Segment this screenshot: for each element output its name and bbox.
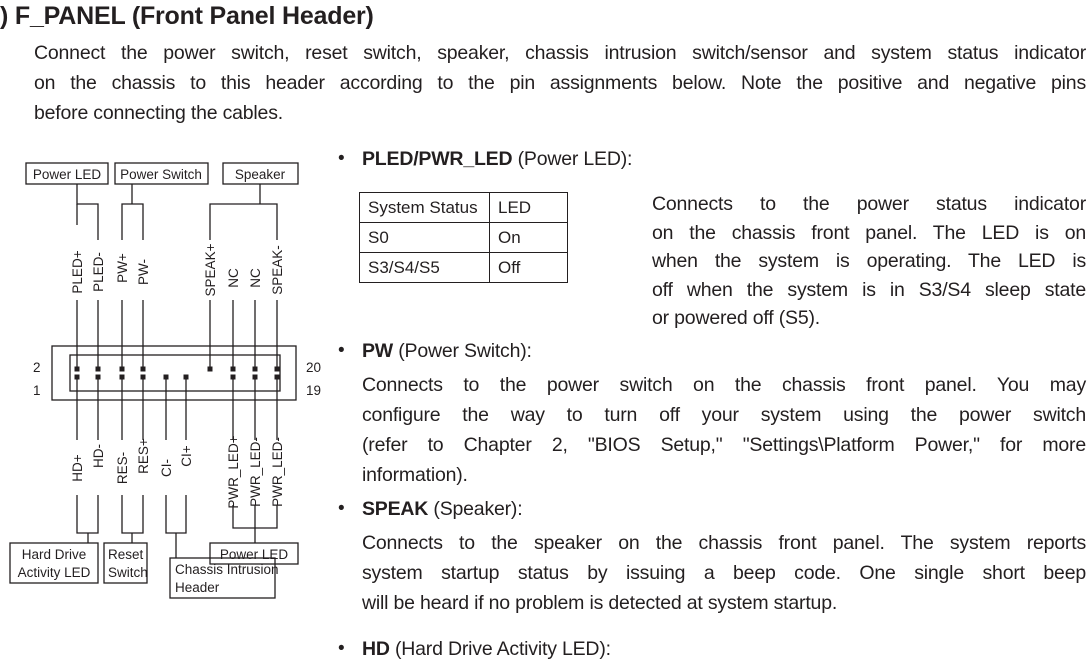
pin-label-nc-1: NC — [226, 268, 241, 288]
table-cell: Off — [490, 253, 568, 283]
pled-desc: (Power LED): — [512, 148, 633, 170]
speaker-label: Speaker — [234, 167, 286, 182]
intro-line: before connecting the cables. — [34, 102, 283, 124]
pw-desc-line: information). — [362, 464, 468, 486]
pled-desc-line: or powered off (S5). — [652, 307, 820, 329]
pled-desc-line: off when the system is in S3/S4 sleep state — [652, 278, 1086, 301]
chassis-label-line1: Chassis Intrusion — [175, 562, 279, 577]
pled-desc-line: on the chassis front panel. The LED is on — [652, 221, 1086, 244]
table-row — [360, 253, 568, 283]
pin-label-pw-minus: PW- — [136, 259, 151, 285]
speak-name: SPEAK — [362, 498, 429, 520]
hdd-label-line1: Hard Drive — [21, 547, 87, 562]
pin-label-speak-minus: SPEAK- — [270, 245, 285, 295]
hd-heading — [362, 638, 611, 661]
table-cell: S0 — [360, 223, 490, 253]
pin-number-1: 1 — [33, 383, 41, 398]
pled-heading — [362, 148, 632, 171]
pw-desc: (Power Switch): — [393, 340, 532, 362]
bullet-hd: • — [338, 638, 345, 659]
bullet-pled: • — [338, 148, 345, 169]
hdd-label-line2: Activity LED — [17, 565, 91, 580]
pin-label-pwr-led-minus-2: PWR_LED- — [270, 437, 285, 507]
pin-label-pwr-led-plus: PWR_LED+ — [226, 435, 241, 509]
speak-heading — [362, 498, 522, 521]
reset-label-line2: Switch — [108, 565, 148, 580]
speak-desc: (Speaker): — [428, 498, 523, 520]
bullet-pw: • — [338, 340, 345, 361]
pin-number-20: 20 — [306, 360, 322, 375]
table-cell: On — [490, 223, 568, 253]
pin-label-nc-2: NC — [248, 268, 263, 288]
pin-label-pled-minus: PLED- — [91, 252, 106, 292]
pin-label-res-plus: RES+ — [136, 438, 151, 474]
reset-label-line1: Reset — [108, 547, 144, 562]
front-panel-header-diagram — [0, 150, 330, 630]
pin-diagram-svg — [0, 150, 330, 630]
pin-label-res-minus: RES- — [115, 451, 130, 485]
table-header-cell: LED — [490, 193, 568, 223]
power-switch-label: Power Switch — [120, 167, 202, 182]
hd-name: HD — [362, 638, 390, 660]
pin-label-hd-plus: HD+ — [70, 454, 85, 482]
power-led-top-label: Power LED — [32, 167, 102, 182]
pin-number-19: 19 — [306, 383, 322, 398]
speak-desc-line: system startup status by issuing a beep code. One single short beep — [362, 562, 1086, 584]
table-row — [360, 223, 568, 253]
pw-desc-line: Connects to the power switch on the chassis front panel. You may — [362, 374, 1086, 396]
pw-desc-line: (refer to Chapter 2, "BIOS Setup," "Settings\Platform Power," for more — [362, 434, 1086, 456]
intro-line: on the chassis to this header according to the pin assignments below. Note the positive and negative pins — [34, 72, 1086, 94]
table-cell: S3/S4/S5 — [360, 253, 490, 283]
pin-label-speak-plus: SPEAK+ — [203, 243, 218, 297]
pin-number-2: 2 — [33, 360, 41, 375]
pled-desc-line: Connects to the power status indicator — [652, 193, 1086, 215]
pw-description — [362, 370, 1086, 490]
pin-label-pled-plus: PLED+ — [70, 250, 85, 294]
intro-paragraph — [34, 38, 1086, 128]
speak-description — [362, 528, 1086, 618]
intro-line: Connect the power switch, reset switch, speaker, chassis intrusion switch/sensor and system status indicator — [34, 42, 1086, 64]
pw-name: PW — [362, 340, 394, 362]
pw-desc-line: configure the way to turn off your system using the power switch — [362, 404, 1086, 426]
speak-desc-line: Connects to the speaker on the chassis front panel. The system reports — [362, 532, 1086, 554]
table-header-cell: System Status — [360, 193, 490, 223]
pled-description — [652, 190, 1086, 333]
section-title: ) F_PANEL (Front Panel Header) — [0, 2, 374, 30]
pin-label-pw-plus: PW+ — [115, 253, 130, 283]
bullet-speak: • — [338, 498, 345, 519]
pw-heading — [362, 340, 532, 363]
pin-label-ci-plus: CI+ — [179, 445, 194, 467]
pin-label-ci-minus: CI- — [159, 459, 174, 477]
pin-label-pwr-led-minus-1: PWR_LED- — [248, 437, 263, 507]
pin-label-hd-minus: HD- — [91, 444, 106, 468]
hd-desc: (Hard Drive Activity LED): — [389, 638, 611, 660]
speak-desc-line: will be heard if no problem is detected at system startup. — [362, 592, 838, 614]
pled-name: PLED/PWR_LED — [362, 148, 513, 170]
power-led-status-table — [359, 192, 568, 283]
pled-desc-line: when the system is operating. The LED is — [652, 250, 1086, 272]
chassis-label-line2: Header — [175, 580, 220, 595]
power-led-bottom-label: Power LED — [219, 547, 289, 562]
table-row — [360, 193, 568, 223]
